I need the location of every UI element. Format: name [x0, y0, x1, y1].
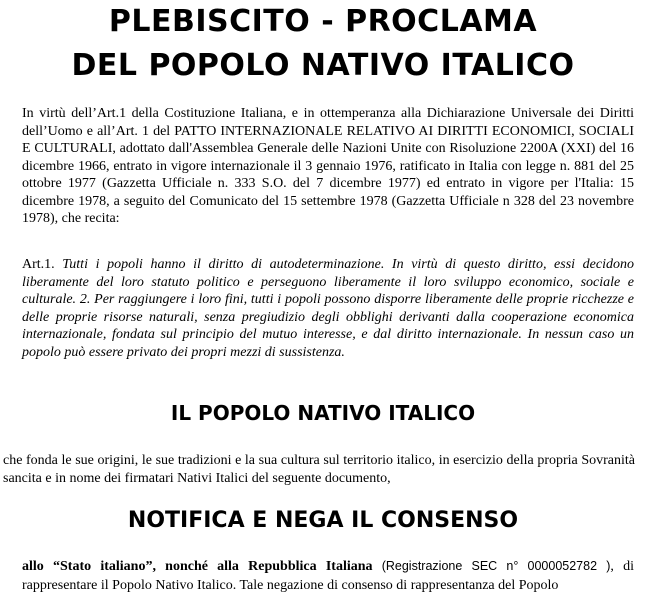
foundation-paragraph: che fonda le sue origini, le sue tradizioni e la sua cultura sul territorio italico, in esercizio della propria Sovranità sancita e in nome dei firmatari Nativi Italici del seguente documento,: [3, 453, 635, 486]
notice-paragraph: [22, 557, 634, 595]
notice-registration: (Registrazione SEC n° 0000052782 ): [372, 559, 611, 573]
section-heading-popolo: IL POPOLO NATIVO ITALICO: [170, 401, 476, 425]
notice-addressee: allo “Stato italiano”, nonché alla Repubblica Italiana: [22, 559, 373, 574]
article-text: Tutti i popoli hanno il diritto di autodeterminazione. In virtù di questo diritto, essi decidono liberamente del loro statuto politico e perseguono liberamente il loro sviluppo economico, sociale e culturale. 2. Per raggiungere i loro fini, tutti i popoli possono disporre liberamente delle proprie ricchezze e delle proprie risorse naturali, senza pregiudizio degli obblighi derivanti dalla cooperazione economica internazionale, fondata sul principio del mutuo interesse, e dal diritto internazionale. In nessun caso un popolo può essere privato dei propri mezzi di sussistenza.: [22, 257, 634, 360]
section-heading-notifica: NOTIFICA E NEGA IL CONSENSO: [127, 508, 519, 533]
article-quote-paragraph: [22, 256, 634, 361]
notice-text: , di rappresentare il Popolo Nativo Italico. Tale negazione di consenso di rappresentanza del Popolo: [22, 559, 634, 593]
document-title-line-1: PLEBISCITO - PROCLAMA: [108, 4, 538, 39]
article-number: Art.1.: [22, 257, 63, 272]
intro-paragraph: In virtù dell’Art.1 della Costituzione Italiana, e in ottemperanza alla Dichiarazione Universale dei Diritti dell’Uomo e all’Art. 1 del PATTO INTERNAZIONALE RELATIVO AI DIRITTI ECONOMICI, SOCIALI E CULTURALI, adottato dall'Assemblea Generale delle Nazioni Unite con Risoluzione 2200A (XXI) del 16 dicembre 1966, entrato in vigore internazionale il 3 gennaio 1976, ratificato in Italia con legge n. 881 del 25 ottobre 1977 (Gazzetta Ufficiale n. 333 S.O. del 7 dicembre 1977) ed entrato in vigore per l'Italia: 15 dicembre 1978, a seguito del Comunicato del 15 settembre 1978 (Gazzetta Ufficiale n 328 del 23 novembre 1978), che recita:: [22, 106, 634, 226]
document-title-line-2: DEL POPOLO NATIVO ITALICO: [71, 48, 575, 83]
